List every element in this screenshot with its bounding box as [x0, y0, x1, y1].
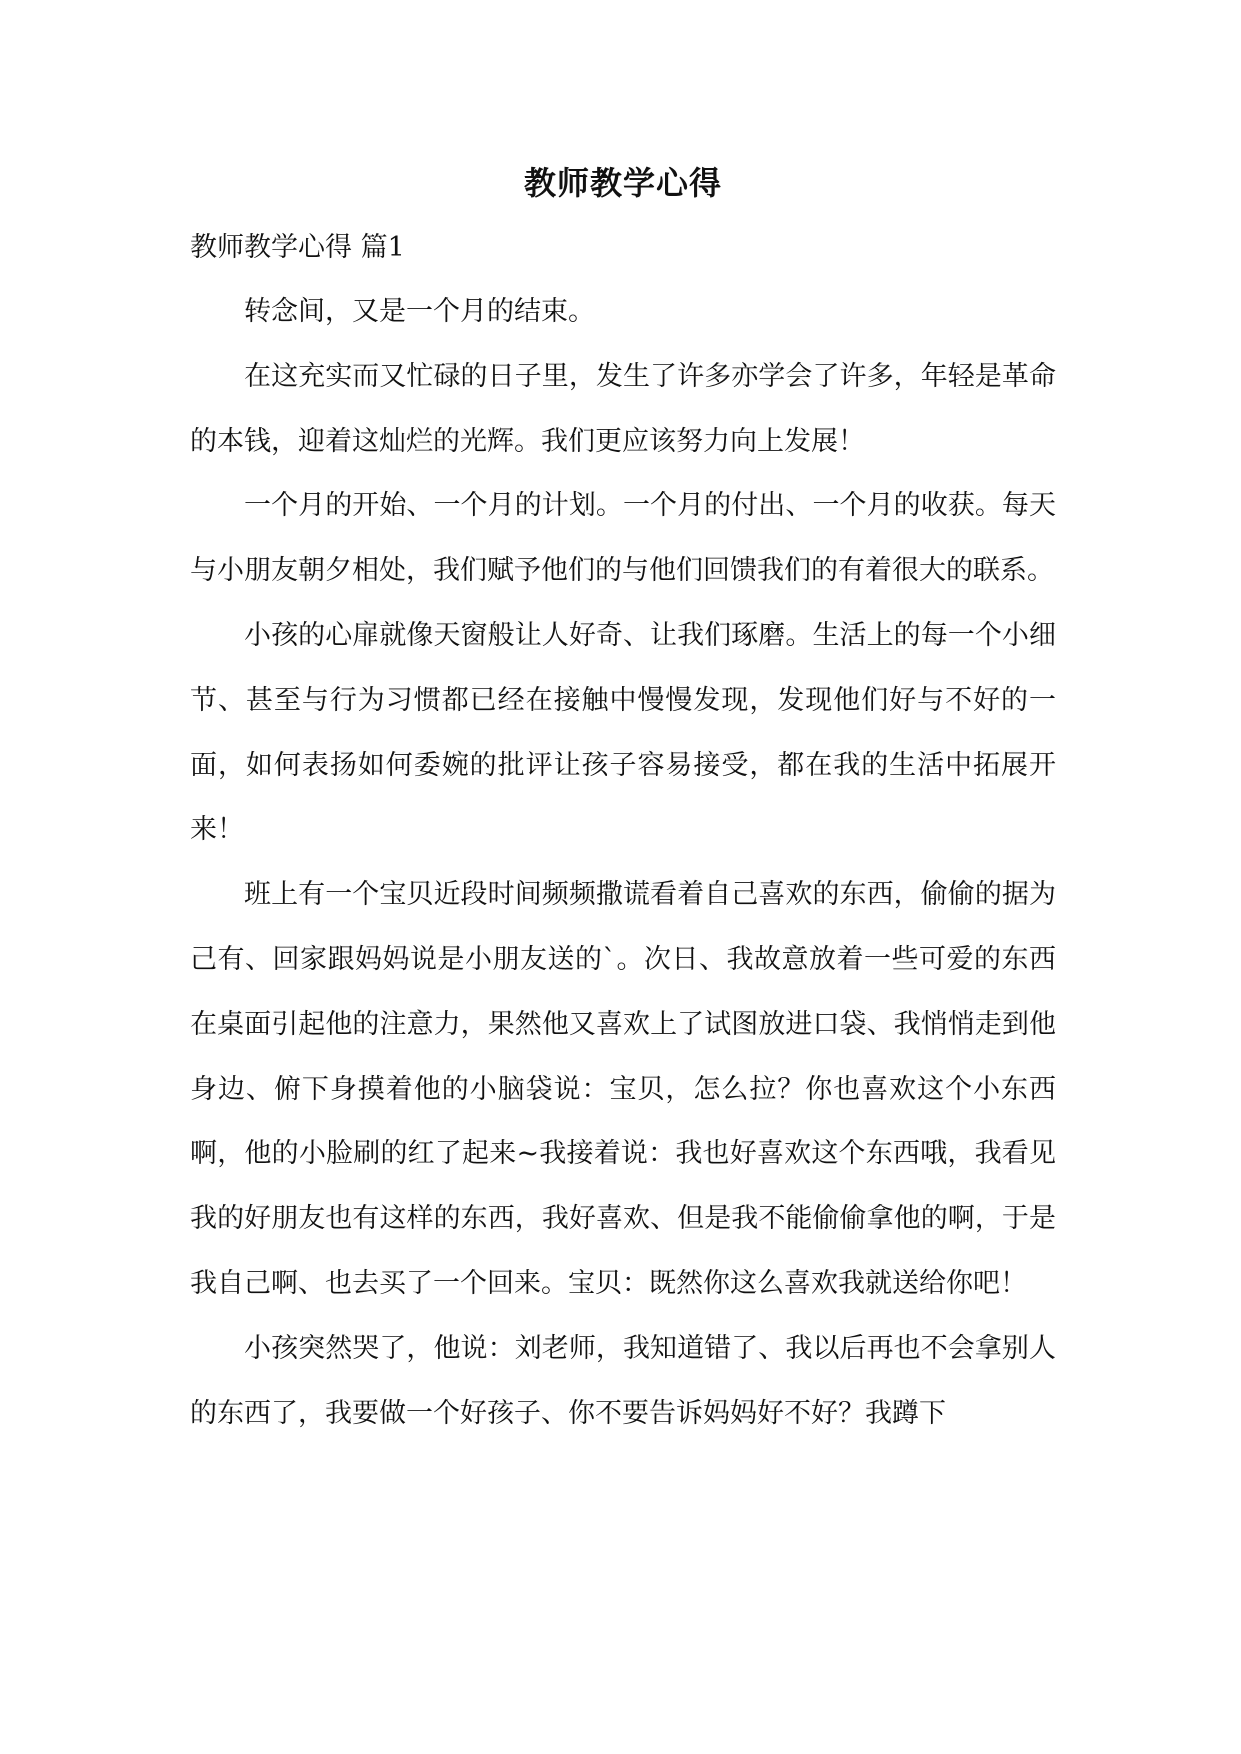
paragraph: 班上有一个宝贝近段时间频频撒谎看着自己喜欢的东西，偷偷的据为己有、回家跟妈妈说是小朋友送的`。次日、我故意放着一些可爱的东西在桌面引起他的注意力，果然他又喜欢上了试图放进口袋、我悄悄走到他身边、俯下身摸着他的小脑袋说：宝贝，怎么拉？你也喜欢这个小东西啊，他的小脸刷的红了起来~我接着说：我也好喜欢这个东西哦，我看见我的好朋友也有这样的东西，我好喜欢、但是我不能偷偷拿他的啊，于是我自己啊、也去买了一个回来。宝贝：既然你这么喜欢我就送给你吧！	[190, 879, 1056, 1299]
paragraph: 小孩突然哭了，他说：刘老师，我知道错了、我以后再也不会拿别人的东西了，我要做一个好孩子、你不要告诉妈妈好不好？我蹲下	[190, 1332, 1056, 1429]
paragraph: 转念间，又是一个月的结束。	[244, 296, 595, 327]
section-heading: 教师教学心得 篇1	[190, 232, 405, 263]
paragraph: 小孩的心扉就像天窗般让人好奇、让我们琢磨。生活上的每一个小细节、甚至与行为习惯都已经在接触中慢慢发现，发现他们好与不好的一面，如何表扬如何委婉的批评让孩子容易接受，都在我的生活中拓展开来！	[190, 619, 1056, 846]
document-body	[190, 150, 1056, 1446]
document-title: 教师教学心得	[523, 164, 722, 202]
paragraph: 一个月的开始、一个月的计划。一个月的付出、一个月的收获。每天与小朋友朝夕相处，我们赋予他们的与他们回馈我们的有着很大的联系。	[190, 490, 1056, 587]
paragraph: 在这充实而又忙碌的日子里，发生了许多亦学会了许多，年轻是革命的本钱，迎着这灿烂的光辉。我们更应该努力向上发展！	[190, 360, 1056, 457]
